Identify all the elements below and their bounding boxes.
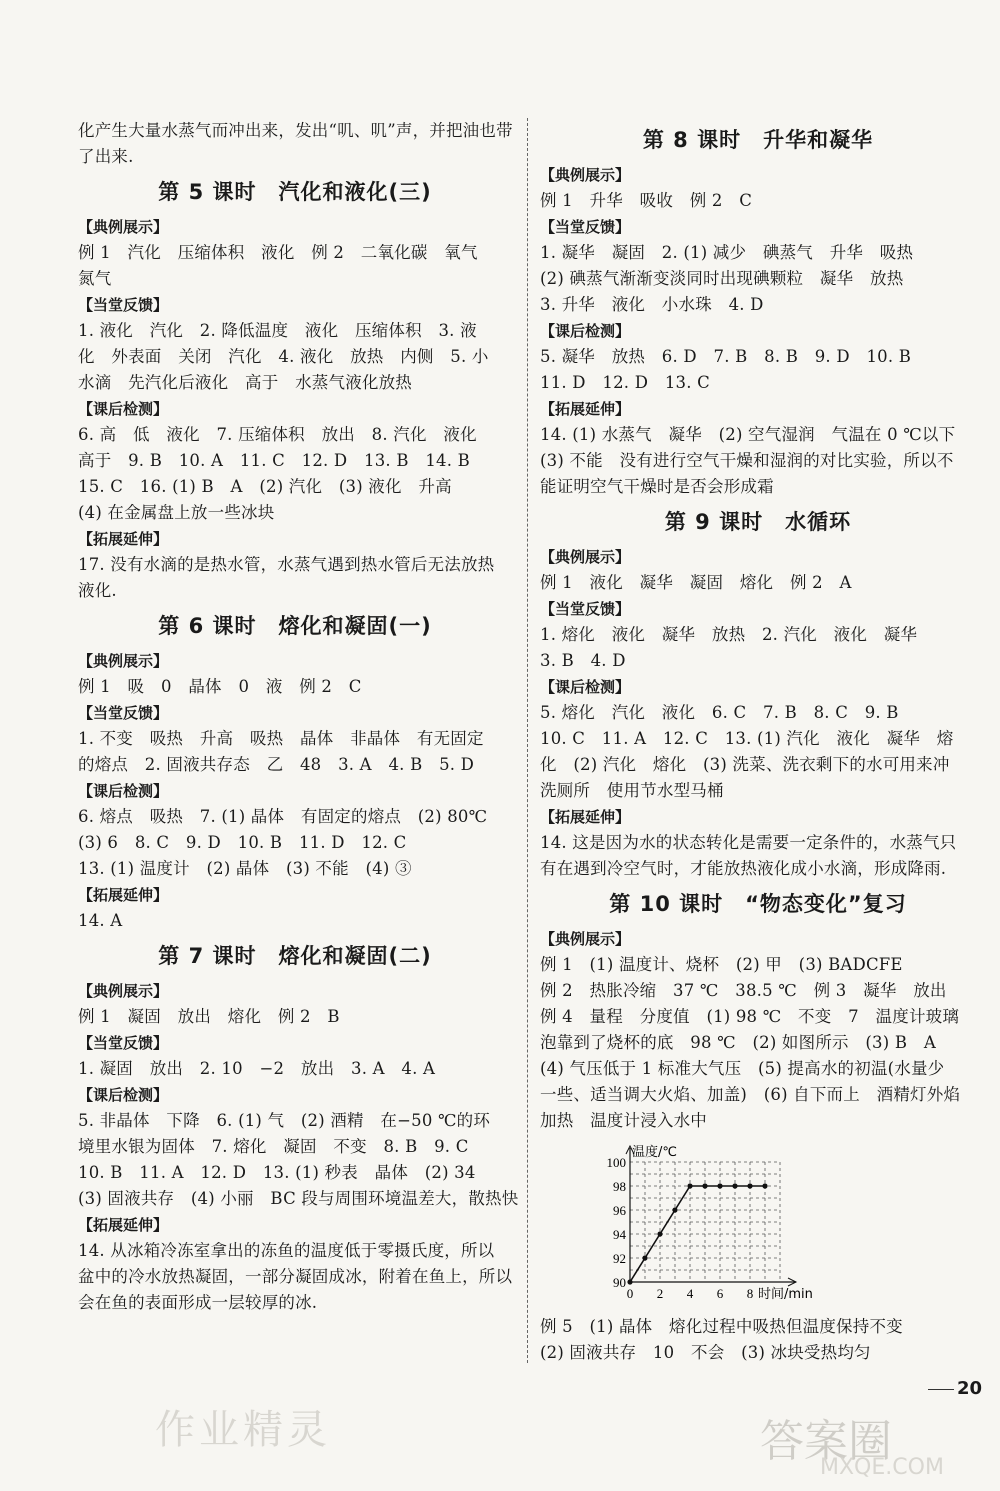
x-tick-label: 2	[656, 1286, 664, 1301]
section-heading: 【典例展示】	[540, 166, 631, 184]
lesson-title: 第 9 课时 水循环	[664, 510, 852, 534]
answer-line: 了出来.	[78, 147, 134, 166]
answer-line: 1. 液化 汽化 2. 降低温度 液化 压缩体积 3. 液	[78, 321, 477, 340]
answer-line: 泡靠到了烧杯的底 98 ℃ (2) 如图所示 (3) B A	[540, 1033, 936, 1052]
x-tick-label: 8	[746, 1286, 754, 1301]
answer-line: (3) 6 8. C 9. D 10. B 11. D 12. C	[78, 833, 407, 852]
watermark-url: MXQE.COM	[820, 1455, 944, 1480]
answer-line: 加热 温度计浸入水中	[540, 1111, 707, 1130]
section-heading: 【拓展延伸】	[540, 808, 631, 826]
answer-line: 洗厕所 使用节水型马桶	[540, 781, 724, 800]
data-point	[702, 1183, 707, 1188]
answer-line: 14. (1) 水蒸气 凝华 (2) 空气湿润 气温在 0 ℃以下	[540, 425, 956, 444]
answer-line: 10. B 11. A 12. D 13. (1) 秒表 晶体 (2) 34	[78, 1163, 476, 1182]
answer-line: 液化.	[78, 581, 117, 600]
left-column	[78, 118, 519, 1316]
y-tick-label: 98	[613, 1179, 626, 1194]
answer-line: 化 (2) 汽化 熔化 (3) 洗菜、洗衣剩下的水可用来冲	[540, 755, 950, 774]
answer-line: 3. 升华 液化 小水珠 4. D	[540, 295, 764, 314]
answer-line: (4) 气压低于 1 标准大气压 (5) 提高水的初温(水量少	[540, 1059, 945, 1078]
section-heading: 【课后检测】	[78, 1086, 169, 1104]
temperature-time-chart	[600, 1140, 820, 1310]
section-heading: 【课后检测】	[540, 322, 631, 340]
answer-line: 17. 没有水滴的是热水管，水蒸气遇到热水管后无法放热	[78, 555, 495, 574]
y-axis-label: 温度/℃	[632, 1145, 677, 1160]
section-heading: 【当堂反馈】	[78, 296, 169, 314]
x-tick-label: 0	[626, 1286, 634, 1301]
answer-line: 1. 不变 吸热 升高 吸热 晶体 非晶体 有无固定	[78, 729, 484, 748]
section-heading: 【典例展示】	[78, 982, 169, 1000]
y-tick-label: 94	[613, 1227, 626, 1242]
answer-line: 13. (1) 温度计 (2) 晶体 (3) 不能 (4) ③	[78, 859, 412, 878]
lesson-title: 第 7 课时 熔化和凝固(二)	[158, 944, 432, 968]
answer-line: 化 外表面 关闭 汽化 4. 液化 放热 内侧 5. 小	[78, 347, 489, 366]
answer-line: 6. 熔点 吸热 7. (1) 晶体 有固定的熔点 (2) 80℃	[78, 807, 488, 826]
y-tick-label: 96	[613, 1203, 626, 1218]
answer-line: (4) 在金属盘上放一些冰块	[78, 503, 275, 522]
answer-line: 5. 非晶体 下降 6. (1) 气 (2) 酒精 在−50 ℃的环	[78, 1111, 491, 1130]
answer-line: 盆中的冷水放热凝固，一部分凝固成冰，附着在鱼上，所以	[78, 1267, 513, 1286]
answer-line: 15. C 16. (1) B A (2) 汽化 (3) 液化 升高	[78, 477, 452, 496]
section-heading: 【拓展延伸】	[78, 530, 169, 548]
lesson-title: 第 6 课时 熔化和凝固(一)	[158, 614, 432, 638]
answer-line: (2) 固液共存 10 不会 (3) 冰块受热均匀	[540, 1343, 871, 1362]
section-heading: 【课后检测】	[78, 782, 169, 800]
answer-line: (3) 固液共存 (4) 小丽 BC 段与周围环境温差大，散热快	[78, 1189, 519, 1208]
section-heading: 【当堂反馈】	[78, 1034, 169, 1052]
answer-line: 例 4 量程 分度值 (1) 98 ℃ 不变 7 温度计玻璃	[540, 1007, 960, 1026]
answer-line: 例 1 凝固 放出 熔化 例 2 B	[78, 1007, 340, 1026]
answer-line: 例 1 吸 0 晶体 0 液 例 2 C	[78, 677, 362, 696]
answer-line: 有在遇到冷空气时，才能放热液化成小水滴，形成降雨.	[540, 859, 947, 878]
answer-line: 5. 凝华 放热 6. D 7. B 8. B 9. D 10. B	[540, 347, 912, 366]
y-tick-label: 100	[606, 1155, 626, 1170]
answer-line: 11. D 12. D 13. C	[540, 373, 710, 392]
watermark-text: 作业精灵	[155, 1407, 331, 1453]
data-point	[717, 1183, 722, 1188]
answer-line: 6. 高 低 液化 7. 压缩体积 放出 8. 汽化 液化	[78, 425, 477, 444]
x-axis-label: 时间/min	[758, 1287, 813, 1302]
answer-line: 14. 这是因为水的状态转化是需要一定条件的，水蒸气只	[540, 833, 957, 852]
answer-line: 能证明空气干燥时是否会形成霜	[540, 477, 774, 496]
section-heading: 【典例展示】	[540, 548, 631, 566]
answer-line: 的熔点 2. 固液共存态 乙 48 3. A 4. B 5. D	[78, 755, 475, 774]
answer-line: 水滴 先汽化后液化 高于 水蒸气液化放热	[78, 373, 412, 392]
answer-line: 1. 熔化 液化 凝华 放热 2. 汽化 液化 凝华	[540, 625, 918, 644]
section-heading: 【典例展示】	[540, 930, 631, 948]
page-number: 20	[956, 1378, 982, 1399]
data-point	[747, 1183, 752, 1188]
right-column	[540, 118, 976, 1366]
answer-line: 高于 9. B 10. A 11. C 12. D 13. B 14. B	[78, 451, 470, 470]
watermark-logo: 答案圈	[760, 1416, 892, 1467]
data-point	[732, 1183, 737, 1188]
answer-line: 5. 熔化 汽化 液化 6. C 7. B 8. C 9. B	[540, 703, 899, 722]
data-point	[627, 1279, 632, 1284]
answer-line: 氮气	[78, 269, 112, 288]
answer-line: 例 2 热胀冷缩 37 ℃ 38.5 ℃ 例 3 凝华 放出	[540, 981, 947, 1000]
section-heading: 【拓展延伸】	[78, 886, 169, 904]
data-point	[687, 1183, 692, 1188]
answer-line: 10. C 11. A 12. C 13. (1) 汽化 液化 凝华 熔	[540, 729, 954, 748]
y-tick-label: 92	[613, 1251, 626, 1266]
answer-line: (3) 不能 没有进行空气干燥和湿润的对比实验，所以不	[540, 451, 954, 470]
answer-line: 例 5 (1) 晶体 熔化过程中吸热但温度保持不变	[540, 1317, 903, 1336]
data-point	[657, 1231, 662, 1236]
answer-line: 会在鱼的表面形成一层较厚的冰.	[78, 1293, 318, 1312]
lesson-title: 第 5 课时 汽化和液化(三)	[158, 180, 432, 204]
answer-line: 例 1 汽化 压缩体积 液化 例 2 二氧化碳 氧气	[78, 243, 478, 262]
section-heading: 【当堂反馈】	[78, 704, 169, 722]
answer-line: 化产生大量水蒸气而冲出来，发出“叽、叽”声，并把油也带	[78, 121, 513, 140]
answer-line: 境里水银为固体 7. 熔化 凝固 不变 8. B 9. C	[78, 1137, 469, 1156]
answer-line: 3. B 4. D	[540, 651, 626, 670]
column-divider	[527, 118, 528, 1363]
data-point	[672, 1207, 677, 1212]
answer-line: 一些、适当调大火焰、加盖) (6) 自下而上 酒精灯外焰	[540, 1085, 961, 1104]
answer-line: 1. 凝固 放出 2. 10 −2 放出 3. A 4. A	[78, 1059, 436, 1078]
chart-container	[600, 1140, 976, 1314]
answer-line: 1. 凝华 凝固 2. (1) 减少 碘蒸气 升华 吸热	[540, 243, 914, 262]
x-tick-label: 4	[686, 1286, 694, 1301]
section-heading: 【当堂反馈】	[540, 600, 631, 618]
section-heading: 【典例展示】	[78, 652, 169, 670]
answer-line: (2) 碘蒸气渐渐变淡同时出现碘颗粒 凝华 放热	[540, 269, 904, 288]
section-heading: 【典例展示】	[78, 218, 169, 236]
lesson-title: 第 8 课时 升华和凝华	[642, 128, 874, 152]
section-heading: 【当堂反馈】	[540, 218, 631, 236]
x-tick-label: 6	[716, 1286, 724, 1301]
answer-line: 例 1 升华 吸收 例 2 C	[540, 191, 753, 210]
lesson-title: 第 10 课时 “物态变化”复习	[609, 892, 907, 916]
answer-line: 14. A	[78, 911, 123, 930]
section-heading: 【课后检测】	[540, 678, 631, 696]
section-heading: 【拓展延伸】	[540, 400, 631, 418]
page-number-rule	[928, 1389, 954, 1390]
data-point	[762, 1183, 767, 1188]
answer-line: 14. 从冰箱冷冻室拿出的冻鱼的温度低于零摄氏度，所以	[78, 1241, 495, 1260]
section-heading: 【课后检测】	[78, 400, 169, 418]
section-heading: 【拓展延伸】	[78, 1216, 169, 1234]
data-point	[642, 1255, 647, 1260]
y-tick-label: 90	[613, 1275, 626, 1290]
answer-line: 例 1 (1) 温度计、烧杯 (2) 甲 (3) BADCFE	[540, 955, 903, 974]
answer-line: 例 1 液化 凝华 凝固 熔化 例 2 A	[540, 573, 852, 592]
